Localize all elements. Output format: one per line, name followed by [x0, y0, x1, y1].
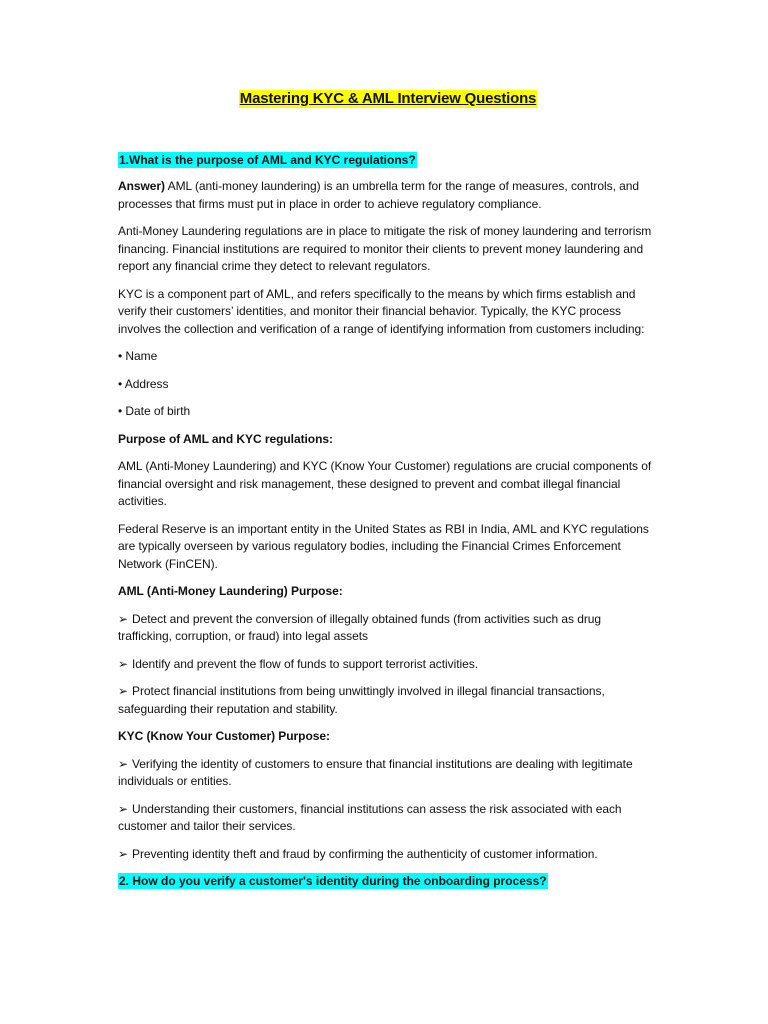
aml-point-3-text: Protect financial institutions from being unwittingly involved in illegal financial transactions, safeguarding their reputation and stability.: [118, 684, 605, 716]
bullet-address: • Address: [118, 376, 169, 391]
kyc-point-2-text: Understanding their customers, financial institutions can assess the risk associated with each customer and tailor their services.: [118, 801, 622, 833]
kyc-point-1-text: Verifying the identity of customers to ensure that financial institutions are dealing with legitimate individuals or entities.: [118, 756, 633, 788]
aml-regulations-paragraph: Anti-Money Laundering regulations are in place to mitigate the risk of money laundering and terrorism financing. Financial institutions are required to monitor their clients to prevent money laundering and report any financial crime they detect to relevant regulators.: [118, 224, 652, 273]
arrow-bullet-icon: ➢: [118, 684, 129, 698]
aml-purpose-heading: AML (Anti-Money Laundering) Purpose:: [118, 584, 343, 598]
crucial-components-paragraph: AML (Anti-Money Laundering) and KYC (Know Your Customer) regulations are crucial components of financial oversight and risk management, these designed to prevent and combat illegal financial activities.: [118, 459, 652, 508]
answer-label: Answer): [118, 179, 165, 193]
question-1-heading: [118, 152, 658, 168]
kyc-point-2: [118, 801, 658, 836]
aml-point-2-text: Identify and prevent the flow of funds to support terrorist activities.: [132, 656, 478, 671]
aml-point-3: [118, 683, 658, 718]
purpose-heading: Purpose of AML and KYC regulations:: [118, 431, 333, 446]
answer-paragraph: [118, 178, 658, 213]
kyc-component-paragraph: KYC is a component part of AML, and refers specifically to the means by which firms establish and verify their customers’ identities, and monitor their financial behavior. Typically, the KYC process involves the collection and verification of a range of identifying information from customers including:: [118, 286, 645, 336]
title-wrap: [118, 90, 658, 108]
question-2-text: 2. How do you verify a customer's identity during the onboarding process?: [119, 874, 547, 888]
arrow-bullet-icon: ➢: [118, 801, 129, 816]
document-title: Mastering KYC & AML Interview Questions: [239, 90, 537, 107]
federal-reserve-paragraph: Federal Reserve is an important entity in the United States as RBI in India, AML and KYC regulations are typically overseen by various regulatory bodies, including the Financial Crimes Enforcement Network (FinCEN).: [118, 521, 649, 571]
kyc-point-3-text: Preventing identity theft and fraud by confirming the authenticity of customer information.: [132, 846, 598, 861]
document-page: [118, 90, 658, 899]
aml-point-1: [118, 611, 658, 646]
arrow-bullet-icon: ➢: [118, 756, 129, 771]
bullet-date-of-birth: • Date of birth: [118, 404, 191, 418]
arrow-bullet-icon: ➢: [118, 846, 129, 861]
question-2-heading: [118, 873, 658, 889]
bullet-name: • Name: [118, 349, 158, 363]
question-1-text: 1.What is the purpose of AML and KYC regulations?: [119, 153, 416, 167]
aml-point-1-text: Detect and prevent the conversion of illegally obtained funds (from activities such as drug trafficking, corruption, or fraud) into legal assets: [118, 611, 602, 643]
kyc-point-3: [118, 846, 658, 864]
arrow-bullet-icon: ➢: [118, 611, 129, 626]
kyc-purpose-heading: KYC (Know Your Customer) Purpose:: [118, 729, 330, 743]
kyc-point-1: [118, 756, 658, 791]
answer-text: AML (anti-money laundering) is an umbrella term for the range of measures, controls, and processes that firms must put in place in order to achieve regulatory compliance.: [118, 179, 640, 211]
aml-point-2: [118, 656, 658, 674]
arrow-bullet-icon: ➢: [118, 656, 129, 671]
